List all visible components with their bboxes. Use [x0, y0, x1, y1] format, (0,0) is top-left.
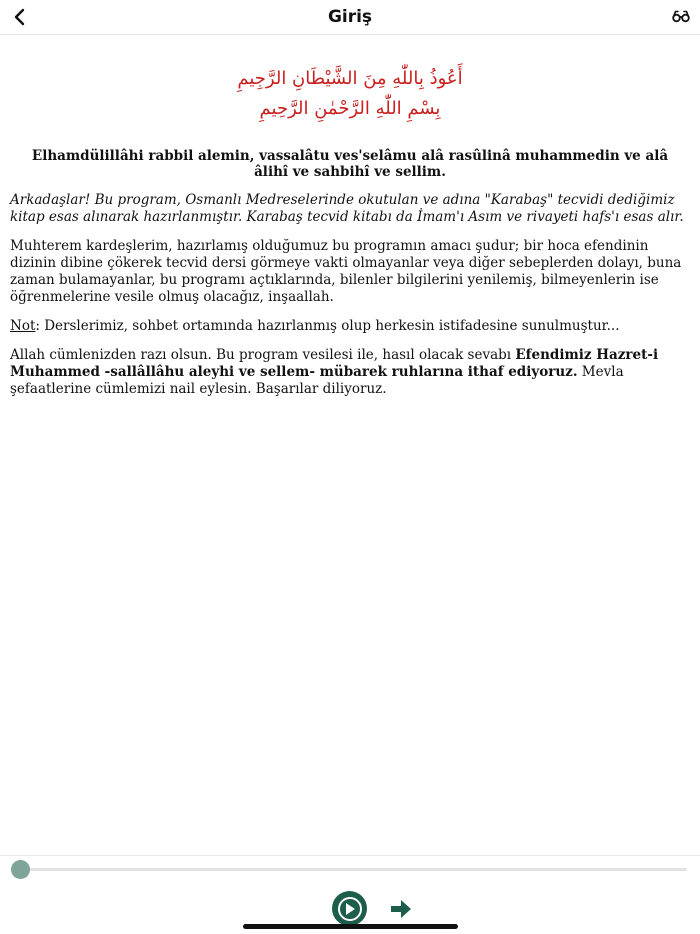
- home-indicator: [243, 924, 458, 929]
- page-title: Giriş: [327, 7, 373, 27]
- navigation-bar: [0, 0, 700, 35]
- note-label: Not: [10, 318, 36, 334]
- note-text: : Derslerimiz, sohbet ortamında hazırlanmış olup herkesin istifadesine sunulmuştur...: [35, 318, 620, 334]
- note-paragraph: [10, 318, 690, 335]
- audio-progress-area: [0, 855, 700, 886]
- closing-text-end: Mevla şefaatlerine cümlemizi nail eylesin. Başarılar diliyoruz.: [10, 364, 624, 397]
- glasses-icon: [672, 7, 690, 25]
- arrow-right-icon: [389, 897, 413, 921]
- content-area: [10, 34, 690, 398]
- intro-paragraph: Arkadaşlar! Bu program, Osmanlı Medreselerinde okutulan ve adına "Karabaş" tecvidi dediğimiz kitap esas alınarak hazırlanmıştır. Karabaş tecvid kitabı da İmam'ı Asım ve rivayeti hafs'ı esas alır.: [10, 192, 684, 225]
- next-button[interactable]: [389, 897, 413, 921]
- closing-text-start: Allah cümlenizden razı olsun. Bu program vesilesi ile, hasıl olacak sevabı: [10, 347, 516, 363]
- purpose-paragraph: Muhterem kardeşlerim, hazırlamış olduğumuz bu programın amacı şudur; bir hoca efendinin dizinin dibine çökerek tecvid dersi görmeye vakti olmayanlar veya diğer sebeplerden dolayı, buna zaman bulamayanlar, bu programı açtıklarında, bilenler bilgilerini yenilemiş, bilmeyenlerin ise öğrenmelerine vesile olmuş olacağız, inşaallah.: [10, 238, 682, 305]
- play-button[interactable]: [332, 891, 367, 926]
- progress-track[interactable]: [20, 868, 687, 871]
- progress-thumb[interactable]: [11, 860, 30, 879]
- istiaze-line: أَعُوذُ بِاللّٰهِ مِنَ الشَّيْطَانِ الرَّجِيمِ: [237, 68, 463, 89]
- salutation-text: Elhamdülillâhi rabbil alemin, vassalâtu ves'selâmu alâ rasûlinâ muhammedin ve alâ âlihî ve sahbihî ve sellim.: [31, 148, 669, 180]
- reading-mode-button[interactable]: [672, 7, 692, 27]
- closing-paragraph: [10, 347, 690, 398]
- play-icon: [338, 897, 362, 921]
- closing-text-bold: Efendimiz Hazret-i Muhammed -sallâllâhu aleyhi ve sellem- mübarek ruhlarına ithaf ediyoruz.: [10, 347, 659, 380]
- arabic-invocation: [10, 34, 690, 124]
- besmele-line: بِسْمِ اللّٰهِ الرَّحْمٰنِ الرَّحِيمِ: [259, 98, 441, 119]
